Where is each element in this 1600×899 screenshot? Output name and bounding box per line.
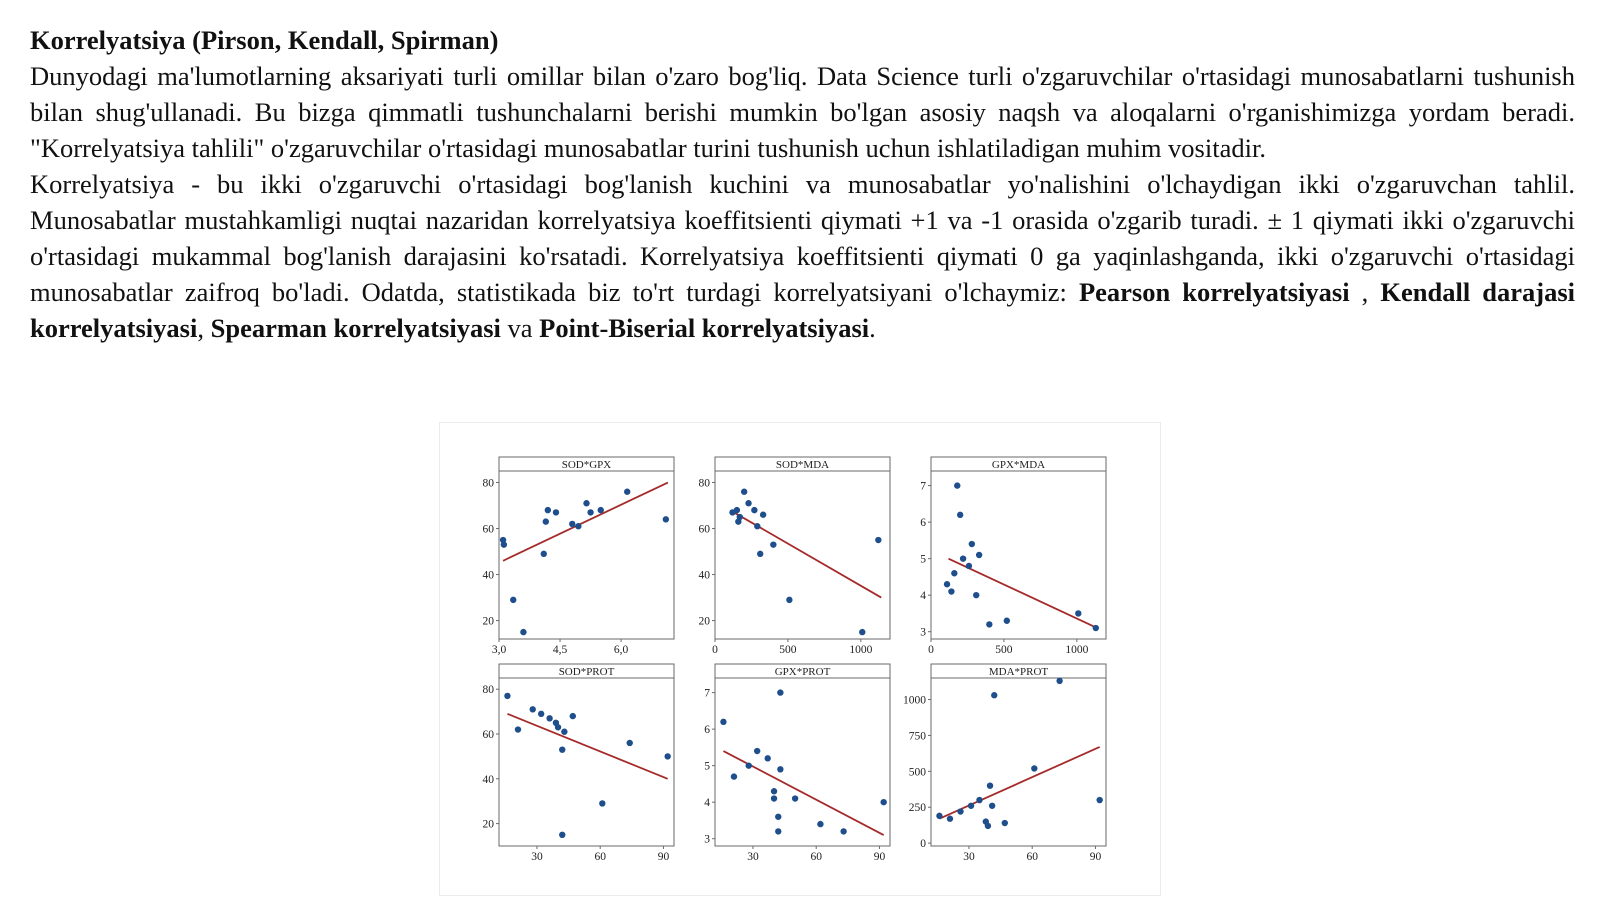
separator: va bbox=[500, 313, 540, 343]
plot-area bbox=[715, 678, 890, 846]
data-point bbox=[880, 799, 886, 805]
data-point bbox=[948, 588, 954, 594]
data-point bbox=[561, 729, 567, 735]
scatter-panel bbox=[483, 664, 675, 863]
data-point bbox=[624, 489, 630, 495]
panel-title: GPX*MDA bbox=[991, 459, 1046, 471]
y-tick-label: 20 bbox=[698, 615, 710, 628]
data-point bbox=[754, 748, 760, 754]
plot-area bbox=[499, 678, 674, 846]
x-tick-label: 30 bbox=[747, 851, 759, 863]
section-heading: Korrelyatsiya (Pirson, Kendall, Spirman) bbox=[30, 25, 499, 55]
y-tick-label: 60 bbox=[698, 523, 710, 536]
y-tick-label: 40 bbox=[482, 569, 494, 582]
data-point bbox=[598, 507, 604, 513]
data-point bbox=[770, 541, 776, 547]
data-point bbox=[875, 537, 881, 543]
data-point bbox=[737, 514, 743, 520]
panel-title: GPX*PROT bbox=[774, 666, 831, 678]
data-point bbox=[987, 782, 993, 788]
scatter-panel bbox=[699, 457, 891, 656]
data-point bbox=[840, 828, 846, 834]
data-point bbox=[520, 629, 526, 635]
scatter-panel bbox=[704, 664, 890, 863]
data-point bbox=[538, 711, 544, 717]
data-point bbox=[501, 541, 507, 547]
data-point bbox=[754, 523, 760, 529]
x-tick-label: 60 bbox=[810, 851, 822, 863]
term-pearson: Pearson korrelyatsiyasi bbox=[1078, 277, 1350, 307]
data-point bbox=[947, 816, 953, 822]
y-tick-label: 80 bbox=[482, 684, 494, 697]
data-point bbox=[746, 762, 752, 768]
data-point bbox=[757, 551, 763, 557]
y-tick-label: 6 bbox=[704, 724, 710, 737]
data-point bbox=[510, 597, 516, 603]
data-point bbox=[775, 814, 781, 820]
intro-paragraph: Dunyodagi ma'lumotlarning aksariyati turli omillar bilan o'zaro bog'liq. Data Science turli o'zgaruvchilar o'rtasidagi munosabatlarni tushunish bilan shug'ullanadi. Bu bizga qimmatli tushunchalarni berishi mumkin bo'lgan asosiy naqsh va aloqalarni o'rganishimizga yordam beradi. "Korrelyatsiya tahlili" o'zgaruvchilar o'rtasidagi munosabatlar turini tushunish uchun ishlatiladigan muhim vositadir. bbox=[30, 61, 1575, 163]
data-point bbox=[569, 521, 575, 527]
y-tick-label: 4 bbox=[920, 590, 926, 603]
separator: , bbox=[1349, 277, 1381, 307]
data-point bbox=[530, 706, 536, 712]
y-tick-label: 7 bbox=[704, 687, 710, 700]
data-point bbox=[966, 563, 972, 569]
data-point bbox=[771, 788, 777, 794]
x-tick-label: 30 bbox=[963, 851, 975, 863]
x-tick-label: 90 bbox=[873, 851, 886, 863]
data-point bbox=[792, 795, 798, 801]
data-point bbox=[1031, 765, 1037, 771]
data-point bbox=[760, 512, 766, 518]
x-tick-label: 90 bbox=[657, 851, 670, 863]
panel-title: SOD*PROT bbox=[558, 666, 615, 678]
x-tick-label: 60 bbox=[594, 851, 606, 863]
data-point bbox=[543, 518, 549, 524]
y-tick-label: 1000 bbox=[903, 694, 926, 707]
data-point bbox=[817, 821, 823, 827]
data-point bbox=[541, 551, 547, 557]
data-point bbox=[1093, 625, 1099, 631]
scatter-panel bbox=[903, 664, 1106, 863]
y-tick-label: 6 bbox=[920, 517, 926, 530]
term-kendall: Kendall darajasi korrelyatsiyasi bbox=[30, 277, 1576, 343]
separator: , bbox=[197, 313, 211, 343]
x-tick-label: 1000 bbox=[1065, 644, 1089, 656]
data-point bbox=[663, 516, 669, 522]
data-point bbox=[575, 523, 581, 529]
y-tick-label: 750 bbox=[908, 730, 926, 743]
x-tick-label: 500 bbox=[779, 644, 797, 656]
data-point bbox=[786, 597, 792, 603]
period: . bbox=[869, 313, 876, 343]
data-point bbox=[944, 581, 950, 587]
data-point bbox=[989, 803, 995, 809]
correlation-scatter-figure bbox=[439, 422, 1161, 896]
data-point bbox=[951, 570, 957, 576]
scatter-panel bbox=[483, 457, 675, 656]
y-tick-label: 40 bbox=[482, 773, 494, 786]
x-tick-label: 500 bbox=[995, 644, 1013, 656]
data-point bbox=[859, 629, 865, 635]
data-point bbox=[986, 621, 992, 627]
y-tick-label: 60 bbox=[482, 729, 494, 741]
panel-title: SOD*MDA bbox=[775, 459, 830, 471]
x-tick-label: 1000 bbox=[849, 644, 873, 656]
x-tick-label: 0 bbox=[928, 644, 934, 656]
data-point bbox=[973, 592, 979, 598]
data-point bbox=[1075, 610, 1081, 616]
y-tick-label: 0 bbox=[920, 838, 926, 851]
data-point bbox=[954, 482, 960, 488]
x-tick-label: 0 bbox=[712, 644, 718, 656]
y-tick-label: 60 bbox=[482, 523, 494, 536]
data-point bbox=[570, 713, 576, 719]
data-point bbox=[957, 512, 963, 518]
y-tick-label: 5 bbox=[704, 760, 710, 773]
data-point bbox=[1056, 678, 1062, 684]
x-tick-label: 60 bbox=[1026, 851, 1038, 863]
y-tick-label: 80 bbox=[482, 477, 494, 490]
data-point bbox=[559, 746, 565, 752]
data-point bbox=[545, 507, 551, 513]
y-tick-label: 4 bbox=[704, 797, 710, 810]
definition-text: Korrelyatsiya - bu ikki o'zgaruvchi o'rtasidagi bog'lanish kuchini va munosabatlar yo'nalishini o'lchaydigan ikki o'zgaruvchan tahlil. Munosabatlar mustahkamligi nuqtai nazaridan korrelyatsiya koeffitsienti qiymati +1 va -1 orasida o'zgarib turadi. ± 1 qiymati ikki o'zgaruvchi o'rtasidagi mukammal bog'lanish darajasini ko'rsatadi. Korrelyatsiya koeffitsienti qiymati 0 ga yaqinlashganda, ikki o'zgaruvchi o'rtasidagi munosabatlar zaifroq bo'ladi. Odatda, statistikada biz to'rt turdagi korrelyatsiyani o'lchaymiz: bbox=[30, 169, 1575, 307]
data-point bbox=[504, 693, 510, 699]
data-point bbox=[1096, 797, 1102, 803]
x-tick-label: 90 bbox=[1089, 851, 1102, 863]
scatter-matrix-svg bbox=[440, 423, 1162, 897]
x-tick-label: 6,0 bbox=[613, 644, 629, 656]
data-point bbox=[1004, 618, 1010, 624]
term-spearman: Spearman korrelyatsiyasi bbox=[210, 313, 501, 343]
data-point bbox=[968, 803, 974, 809]
data-point bbox=[976, 797, 982, 803]
scatter-panel bbox=[920, 457, 1106, 656]
y-tick-label: 3 bbox=[704, 833, 710, 846]
data-point bbox=[985, 823, 991, 829]
definition-paragraph bbox=[30, 166, 1575, 346]
y-tick-label: 80 bbox=[698, 477, 710, 490]
data-point bbox=[1002, 820, 1008, 826]
data-point bbox=[553, 509, 559, 515]
x-tick-label: 3,0 bbox=[491, 644, 507, 656]
data-point bbox=[777, 766, 783, 772]
data-point bbox=[969, 541, 975, 547]
data-point bbox=[936, 813, 942, 819]
data-point bbox=[751, 507, 757, 513]
y-tick-label: 20 bbox=[482, 818, 494, 831]
data-point bbox=[734, 507, 740, 513]
plot-area bbox=[931, 678, 1106, 846]
data-point bbox=[555, 724, 561, 730]
data-point bbox=[777, 689, 783, 695]
data-point bbox=[720, 719, 726, 725]
data-point bbox=[775, 828, 781, 834]
data-point bbox=[546, 715, 552, 721]
data-point bbox=[957, 808, 963, 814]
data-point bbox=[765, 755, 771, 761]
article-text bbox=[30, 22, 1575, 346]
data-point bbox=[583, 500, 589, 506]
data-point bbox=[976, 552, 982, 558]
data-point bbox=[627, 740, 633, 746]
panel-title: MDA*PROT bbox=[988, 666, 1049, 678]
data-point bbox=[960, 555, 966, 561]
data-point bbox=[745, 500, 751, 506]
x-tick-label: 4,5 bbox=[552, 644, 568, 656]
y-tick-label: 500 bbox=[908, 766, 926, 779]
data-point bbox=[991, 692, 997, 698]
data-point bbox=[771, 795, 777, 801]
data-point bbox=[731, 773, 737, 779]
data-point bbox=[664, 753, 670, 759]
plot-area bbox=[499, 471, 674, 639]
data-point bbox=[587, 509, 593, 515]
plot-area bbox=[715, 471, 890, 639]
data-point bbox=[515, 726, 521, 732]
y-tick-label: 3 bbox=[920, 626, 926, 639]
data-point bbox=[559, 832, 565, 838]
y-tick-label: 250 bbox=[908, 802, 926, 815]
panel-title: SOD*GPX bbox=[561, 459, 612, 471]
y-tick-label: 7 bbox=[920, 480, 926, 493]
x-tick-label: 30 bbox=[531, 851, 543, 863]
y-tick-label: 40 bbox=[698, 569, 710, 582]
y-tick-label: 20 bbox=[482, 615, 494, 628]
data-point bbox=[741, 489, 747, 495]
data-point bbox=[599, 800, 605, 806]
y-tick-label: 5 bbox=[920, 553, 926, 566]
term-point-biserial: Point-Biserial korrelyatsiyasi bbox=[539, 313, 870, 343]
